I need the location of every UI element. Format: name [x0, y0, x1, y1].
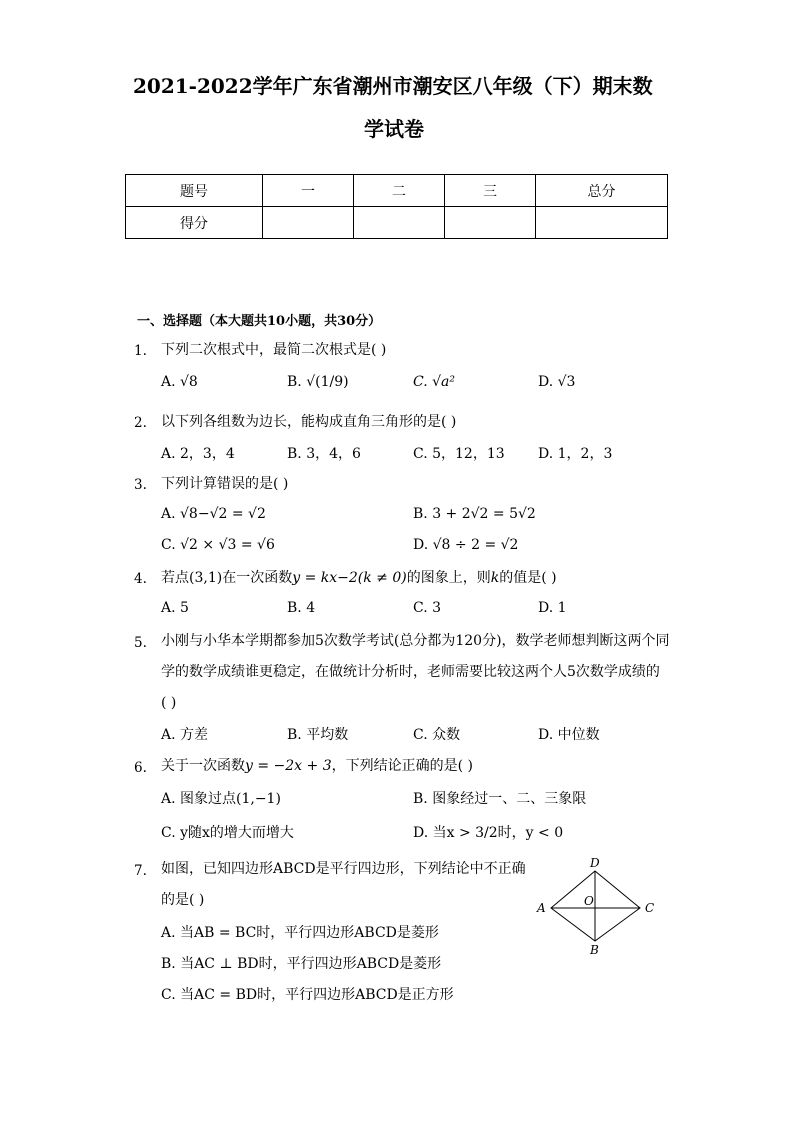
- option: A. 5: [161, 600, 189, 616]
- option: B. 3，4，6: [287, 446, 361, 462]
- variable-k: k: [490, 570, 500, 586]
- question-text-part: 的值是( ): [499, 570, 557, 586]
- score-header-cell: 二: [354, 175, 445, 207]
- score-header-cell: 一: [263, 175, 354, 207]
- option: A. √8: [161, 374, 198, 390]
- option: D. 中位数: [538, 727, 600, 743]
- page-title-line2: 学试卷: [364, 117, 424, 141]
- function-expression: y = −2x + 3: [245, 758, 332, 774]
- option: C. 当AC = BD时，平行四边形ABCD是正方形: [161, 987, 454, 1003]
- score-table-header-row: [126, 175, 668, 207]
- question-text-part: 若点(3,1)在一次函数: [161, 570, 293, 586]
- option: A. 方差: [161, 727, 209, 743]
- score-row-label: 得分: [126, 207, 263, 239]
- score-cell: [445, 207, 536, 239]
- score-cell: [536, 207, 668, 239]
- option: B. 3 + 2√2 = 5√2: [413, 506, 536, 522]
- question-text-line: 如图，已知四边形ABCD是平行四边形，下列结论中不正确: [161, 861, 526, 877]
- option: B. 图象经过一、二、三象限: [413, 791, 587, 807]
- option: B. √(1/9): [287, 374, 349, 390]
- question-number: 2.: [134, 415, 147, 431]
- option: D. 1: [538, 600, 567, 616]
- question-text: [161, 756, 473, 776]
- option: D. √3: [538, 374, 576, 390]
- score-cell: [354, 207, 445, 239]
- option: A. 图象过点(1,−1): [161, 791, 281, 807]
- question-text: 下列计算错误的是( ): [161, 476, 289, 492]
- option: B. 4: [287, 600, 316, 616]
- vertex-label-b: B: [590, 943, 599, 957]
- vertex-label-c: C: [645, 901, 655, 915]
- option: D. √8 ÷ 2 = √2: [413, 537, 519, 553]
- score-header-cell: 题号: [126, 175, 263, 207]
- center-label-o: O: [584, 894, 594, 908]
- question-text: 下列二次根式中，最简二次根式是( ): [161, 342, 387, 358]
- question-number: 6.: [134, 760, 147, 776]
- option: C. 众数: [413, 727, 461, 743]
- option: B. 平均数: [287, 727, 349, 743]
- page-title-line1: 2021-2022学年广东省潮州市潮安区八年级（下）期末数: [133, 74, 653, 98]
- question-text: [161, 568, 557, 588]
- score-header-cell: 三: [445, 175, 536, 207]
- section-heading: 一、选择题（本大题共10小题，共30分）: [137, 314, 382, 329]
- question-text-line: 学的数学成绩谁更稳定，在做统计分析时，老师需要比较这两个人5次数学成绩的: [161, 664, 660, 680]
- question-number: 5.: [134, 635, 147, 651]
- score-cell: [263, 207, 354, 239]
- question-text-line: ( ): [161, 695, 177, 711]
- option: A. √8−√2 = √2: [161, 506, 266, 522]
- function-expression: y = kx−2(k ≠ 0): [292, 570, 407, 586]
- question-text: 以下列各组数为边长，能构成直角三角形的是( ): [161, 414, 457, 430]
- option: B. 当AC ⊥ BD时，平行四边形ABCD是菱形: [161, 956, 442, 972]
- question-text-part: 关于一次函数: [161, 758, 245, 774]
- parallelogram-figure: [532, 855, 666, 959]
- option: C. √2 × √3 = √6: [161, 537, 275, 553]
- score-header-cell: 总分: [536, 175, 668, 207]
- option: C. √a²: [413, 374, 455, 390]
- question-number: 1.: [134, 343, 147, 359]
- option: C. y随x的增大而增大: [161, 825, 294, 841]
- score-table: [125, 174, 668, 239]
- question-number: 3.: [134, 477, 147, 493]
- option: C. 5，12，13: [413, 446, 505, 462]
- question-number: 7.: [134, 863, 147, 879]
- option: A. 2，3，4: [161, 446, 235, 462]
- vertex-label-a: A: [537, 901, 546, 915]
- option: A. 当AB = BC时，平行四边形ABCD是菱形: [161, 925, 439, 941]
- vertex-label-d: D: [590, 856, 600, 870]
- question-number: 4.: [134, 571, 147, 587]
- question-text-part: 的图象上，则: [406, 570, 491, 586]
- question-text-part: ，下列结论正确的是( ): [331, 758, 473, 774]
- question-text-line: 的是( ): [161, 892, 205, 908]
- score-table-score-row: [126, 207, 668, 239]
- option: D. 当x > 3/2时，y < 0: [413, 825, 564, 841]
- option: D. 1，2，3: [538, 446, 613, 462]
- option: C. 3: [413, 600, 442, 616]
- question-text-line: 小刚与小华本学期都参加5次数学考试(总分都为120分)，数学老师想判断这两个同: [161, 633, 670, 649]
